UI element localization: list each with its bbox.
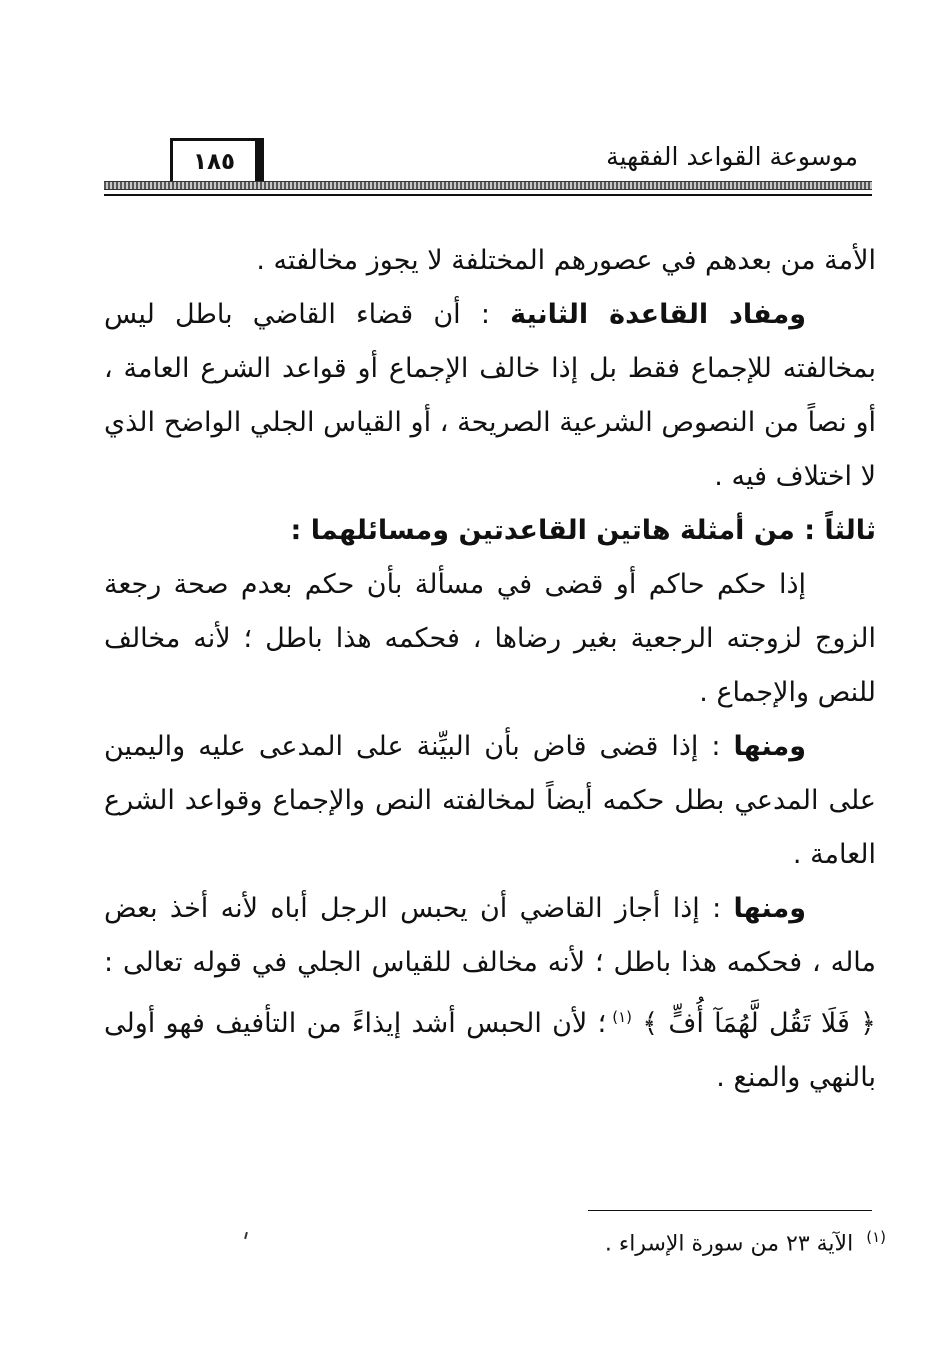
paragraph-lead: ومنها — [733, 893, 806, 924]
quran-quote: ﴿ فَلَا تَقُل لَّهُمَآ أُفٍّ ﴾ — [642, 1008, 876, 1039]
running-title: موسوعة القواعد الفقهية — [606, 142, 858, 171]
paragraph-lead: ومنها — [733, 731, 806, 762]
footnote-marker: (١) — [866, 1228, 886, 1246]
footnote-reference: (١) — [612, 1008, 632, 1026]
paragraph-text: : إذا قضى قاض بأن البيِّنة على المدعى عليه واليمين على المدعي بطل حكمه أيضاً لمخالفته النص والإجماع وقواعد الشرع العامة . — [104, 731, 876, 870]
paragraph-text: ؛ لأن الحبس أشد إيذاءً من التأفيف فهو أولى بالنهي والمنع . — [104, 1008, 876, 1093]
paragraph-example-2 — [104, 720, 876, 882]
paragraph-text: : إذا أجاز القاضي أن يحبس الرجل أباه لأنه أخذ بعض ماله ، فحكمه هذا باطل ؛ لأنه مخالف للقياس الجلي في قوله تعالى : — [104, 893, 876, 978]
header-hatched-rule — [104, 181, 872, 190]
page-header — [0, 0, 946, 210]
main-text — [104, 234, 876, 1105]
paragraph-example-1: إذا حكم حاكم أو قضى في مسألة بأن حكم بعدم صحة رجعة الزوج لزوجته الرجعية بغير رضاها ، فحكمه هذا باطل ؛ لأنه مخالف للنص والإجماع . — [104, 569, 876, 708]
paragraph-second-rule — [104, 288, 876, 504]
paragraph-example-3 — [104, 882, 876, 1105]
section-heading: ثالثاً : من أمثلة هاتين القاعدتين ومسائلهما : — [290, 515, 876, 546]
header-rule — [104, 194, 872, 196]
footnote-text: الآية ٢٣ من سورة الإسراء . — [604, 1231, 854, 1257]
footnote-separator — [588, 1210, 872, 1211]
scan-speck — [244, 1232, 248, 1239]
paragraph-continuation: الأمة من بعدهم في عصورهم المختلفة لا يجوز مخالفته . — [256, 245, 876, 276]
paragraph-lead: ومفاد القاعدة الثانية — [510, 299, 806, 330]
footnote — [605, 1228, 886, 1256]
paragraph-text: : أن قضاء القاضي باطل ليس بمخالفته للإجماع فقط بل إذا خالف الإجماع أو قواعد الشرع العامة ، أو نصاً من النصوص الشرعية الصريحة ، أو القياس الجلي الواضح الذي لا اختلاف فيه . — [104, 299, 876, 492]
page-number: ١٨٥ — [170, 138, 264, 186]
